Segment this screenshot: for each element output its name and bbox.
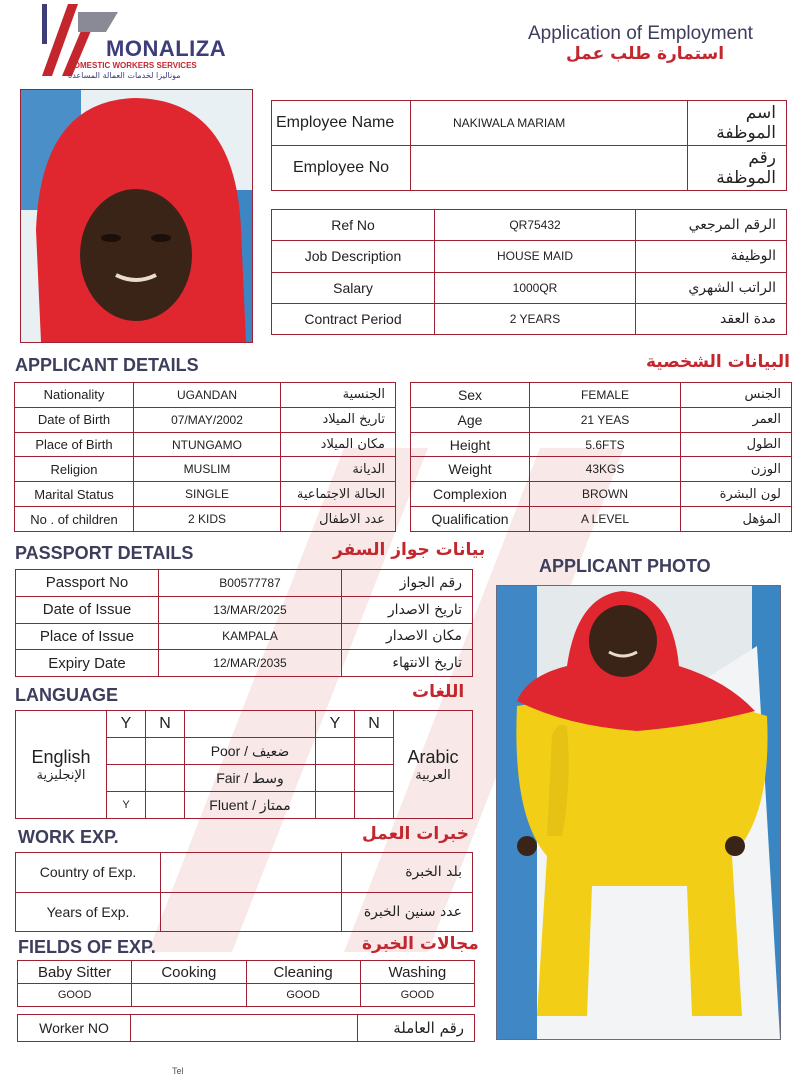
english-fluent-y: Y — [107, 792, 146, 819]
applicant-details-heading-ar: البيانات الشخصية — [645, 352, 790, 372]
applicant-right-label: Height — [411, 432, 530, 457]
applicant-details-heading: APPLICANT DETAILS — [15, 355, 199, 375]
applicant-right-label-ar: الجنس — [681, 383, 792, 408]
applicant-right-label: Weight — [411, 457, 530, 482]
level-header-blank — [185, 711, 316, 738]
applicant-left-value: 07/MAY/2002 — [134, 407, 281, 432]
applicant-left-label: Place of Birth — [15, 432, 134, 457]
field-label: Baby Sitter — [18, 961, 132, 984]
job-label: Contract Period — [272, 303, 435, 334]
arabic-fluent-n — [355, 792, 394, 819]
worker-no-value — [131, 1015, 358, 1042]
applicant-right-value: A LEVEL — [530, 507, 681, 532]
applicant-left-label: Marital Status — [15, 482, 134, 507]
applicant-right-label-ar: المؤهل — [681, 507, 792, 532]
applicant-left-value: UGANDAN — [134, 383, 281, 408]
field-label: Washing — [360, 961, 474, 984]
applicant-left-row — [15, 507, 396, 532]
applicant-right-row — [411, 482, 792, 507]
field-value: GOOD — [360, 984, 474, 1007]
applicant-left-label: Date of Birth — [15, 407, 134, 432]
work-exp-value — [161, 892, 342, 932]
applicant-left-label: Nationality — [15, 383, 134, 408]
arabic-label-ar: العربية — [415, 767, 451, 783]
english-poor-n — [146, 738, 185, 765]
field-value: GOOD — [18, 984, 132, 1007]
english-cell — [16, 711, 107, 819]
applicant-right-value: BROWN — [530, 482, 681, 507]
arabic-no-header: N — [355, 711, 394, 738]
passport-heading-ar: بيانات جواز السفر — [333, 540, 486, 560]
language-heading-ar: اللغات — [412, 682, 465, 702]
field-label: Cleaning — [246, 961, 360, 984]
applicant-right-value: 21 YEAS — [530, 407, 681, 432]
employee-name-label-ar: اسم الموظفة — [688, 101, 787, 146]
form-title: Application of Employment — [528, 23, 753, 44]
applicant-left-row — [15, 457, 396, 482]
arabic-yes-header: Y — [316, 711, 355, 738]
employee-table — [271, 100, 787, 191]
applicant-right-label: Sex — [411, 383, 530, 408]
applicant-full-photo — [496, 585, 781, 1040]
applicant-photo-heading: APPLICANT PHOTO — [539, 556, 711, 576]
fields-exp-heading: FIELDS OF EXP. — [18, 937, 156, 957]
employee-no-value — [411, 146, 688, 191]
passport-value: 13/MAR/2025 — [159, 596, 342, 623]
field-value — [132, 984, 246, 1007]
passport-label: Date of Issue — [16, 596, 159, 623]
work-exp-label: Country of Exp. — [16, 853, 161, 893]
form-title-ar: استمارة طلب عمل — [566, 44, 725, 64]
applicant-right-value: 43KGS — [530, 457, 681, 482]
language-heading: LANGUAGE — [15, 685, 118, 705]
applicant-left-label: No . of children — [15, 507, 134, 532]
work-exp-label-ar: عدد سنين الخبرة — [342, 892, 473, 932]
applicant-right-label-ar: الطول — [681, 432, 792, 457]
applicant-right-row — [411, 383, 792, 408]
work-exp-label: Years of Exp. — [16, 892, 161, 932]
english-fair-y — [107, 765, 146, 792]
job-row — [272, 272, 787, 303]
passport-row — [16, 596, 473, 623]
applicant-right-row — [411, 507, 792, 532]
applicant-left-label-ar: الديانة — [281, 457, 396, 482]
applicant-left-row — [15, 482, 396, 507]
applicant-right-label: Complexion — [411, 482, 530, 507]
applicant-left-label-ar: الجنسية — [281, 383, 396, 408]
job-label: Salary — [272, 272, 435, 303]
applicant-left-row — [15, 432, 396, 457]
job-value: QR75432 — [435, 210, 636, 241]
field-label: Cooking — [132, 961, 246, 984]
passport-value: KAMPALA — [159, 623, 342, 650]
applicant-right-table — [410, 382, 792, 532]
applicant-left-label-ar: عدد الاطفال — [281, 507, 396, 532]
job-label-ar: الراتب الشهري — [636, 272, 787, 303]
applicant-right-row — [411, 457, 792, 482]
applicant-left-row — [15, 407, 396, 432]
work-exp-row — [16, 853, 473, 893]
passport-label-ar: تاريخ الانتهاء — [342, 650, 473, 677]
level-poor-label: Poor / ضعيف — [185, 738, 316, 765]
applicant-left-label: Religion — [15, 457, 134, 482]
applicant-left-value: SINGLE — [134, 482, 281, 507]
arabic-fair-y — [316, 765, 355, 792]
fields-exp-table — [17, 960, 475, 1007]
level-fair-label: Fair / وسط — [185, 765, 316, 792]
applicant-left-label-ar: تاريخ الميلاد — [281, 407, 396, 432]
passport-value: 12/MAR/2035 — [159, 650, 342, 677]
job-value: 2 YEARS — [435, 303, 636, 334]
applicant-right-label-ar: الوزن — [681, 457, 792, 482]
english-fair-n — [146, 765, 185, 792]
employee-name-label: Employee Name — [272, 101, 411, 146]
passport-row — [16, 623, 473, 650]
logo-subtitle: DOMESTIC WORKERS SERVICES — [68, 61, 197, 70]
passport-label-ar: مكان الاصدار — [342, 623, 473, 650]
applicant-left-label-ar: الحالة الاجتماعية — [281, 482, 396, 507]
english-yes-header: Y — [107, 711, 146, 738]
job-label-ar: مدة العقد — [636, 303, 787, 334]
english-poor-y — [107, 738, 146, 765]
job-label-ar: الرقم المرجعي — [636, 210, 787, 241]
work-exp-table — [15, 852, 473, 932]
passport-row — [16, 570, 473, 597]
work-exp-heading-ar: خبرات العمل — [362, 824, 469, 844]
passport-label-ar: رقم الجواز — [342, 570, 473, 597]
passport-label: Expiry Date — [16, 650, 159, 677]
job-value: 1000QR — [435, 272, 636, 303]
company-logo — [38, 2, 238, 82]
applicant-left-row — [15, 383, 396, 408]
passport-row — [16, 650, 473, 677]
arabic-fluent-y — [316, 792, 355, 819]
footer-text: Tel — [172, 1066, 184, 1076]
work-exp-heading: WORK EXP. — [18, 827, 119, 847]
passport-label-ar: تاريخ الاصدار — [342, 596, 473, 623]
applicant-right-label-ar: العمر — [681, 407, 792, 432]
worker-no-label-ar: رقم العاملة — [358, 1015, 475, 1042]
job-row — [272, 210, 787, 241]
applicant-left-value: 2 KIDS — [134, 507, 281, 532]
passport-label: Place of Issue — [16, 623, 159, 650]
arabic-fair-n — [355, 765, 394, 792]
applicant-right-label: Age — [411, 407, 530, 432]
arabic-cell — [394, 711, 473, 819]
english-label: English — [31, 746, 91, 767]
applicant-portrait — [20, 89, 253, 343]
job-row — [272, 241, 787, 272]
job-label: Job Description — [272, 241, 435, 272]
applicant-left-value: MUSLIM — [134, 457, 281, 482]
worker-no-table — [17, 1014, 475, 1042]
job-row — [272, 303, 787, 334]
employee-no-label: Employee No — [272, 146, 411, 191]
job-label: Ref No — [272, 210, 435, 241]
arabic-poor-y — [316, 738, 355, 765]
work-exp-value — [161, 853, 342, 893]
applicant-right-value: FEMALE — [530, 383, 681, 408]
applicant-left-label-ar: مكان الميلاد — [281, 432, 396, 457]
fields-exp-heading-ar: مجالات الخبرة — [362, 934, 479, 954]
job-table — [271, 209, 787, 335]
field-value: GOOD — [246, 984, 360, 1007]
applicant-right-row — [411, 407, 792, 432]
employee-no-label-ar: رقم الموظفة — [688, 146, 787, 191]
job-value: HOUSE MAID — [435, 241, 636, 272]
passport-value: B00577787 — [159, 570, 342, 597]
work-exp-row — [16, 892, 473, 932]
applicant-left-table — [14, 382, 396, 532]
applicant-right-value: 5.6FTS — [530, 432, 681, 457]
applicant-left-value: NTUNGAMO — [134, 432, 281, 457]
arabic-label: Arabic — [407, 746, 459, 767]
applicant-right-label-ar: لون البشرة — [681, 482, 792, 507]
work-exp-label-ar: بلد الخبرة — [342, 853, 473, 893]
english-no-header: N — [146, 711, 185, 738]
job-label-ar: الوظيفة — [636, 241, 787, 272]
arabic-poor-n — [355, 738, 394, 765]
logo-name: MONALIZA — [106, 36, 227, 61]
applicant-right-label: Qualification — [411, 507, 530, 532]
employee-name-value: NAKIWALA MARIAM — [411, 101, 688, 146]
level-fluent-label: Fluent / ممتاز — [185, 792, 316, 819]
applicant-right-row — [411, 432, 792, 457]
passport-table — [15, 569, 473, 677]
worker-no-label: Worker NO — [18, 1015, 131, 1042]
logo-subtitle-ar: موناليزا لخدمات العمالة المساعدة — [68, 71, 181, 80]
english-fluent-n — [146, 792, 185, 819]
english-label-ar: الإنجليزية — [36, 767, 86, 783]
passport-label: Passport No — [16, 570, 159, 597]
language-table — [15, 710, 473, 819]
passport-heading: PASSPORT DETAILS — [15, 543, 194, 563]
